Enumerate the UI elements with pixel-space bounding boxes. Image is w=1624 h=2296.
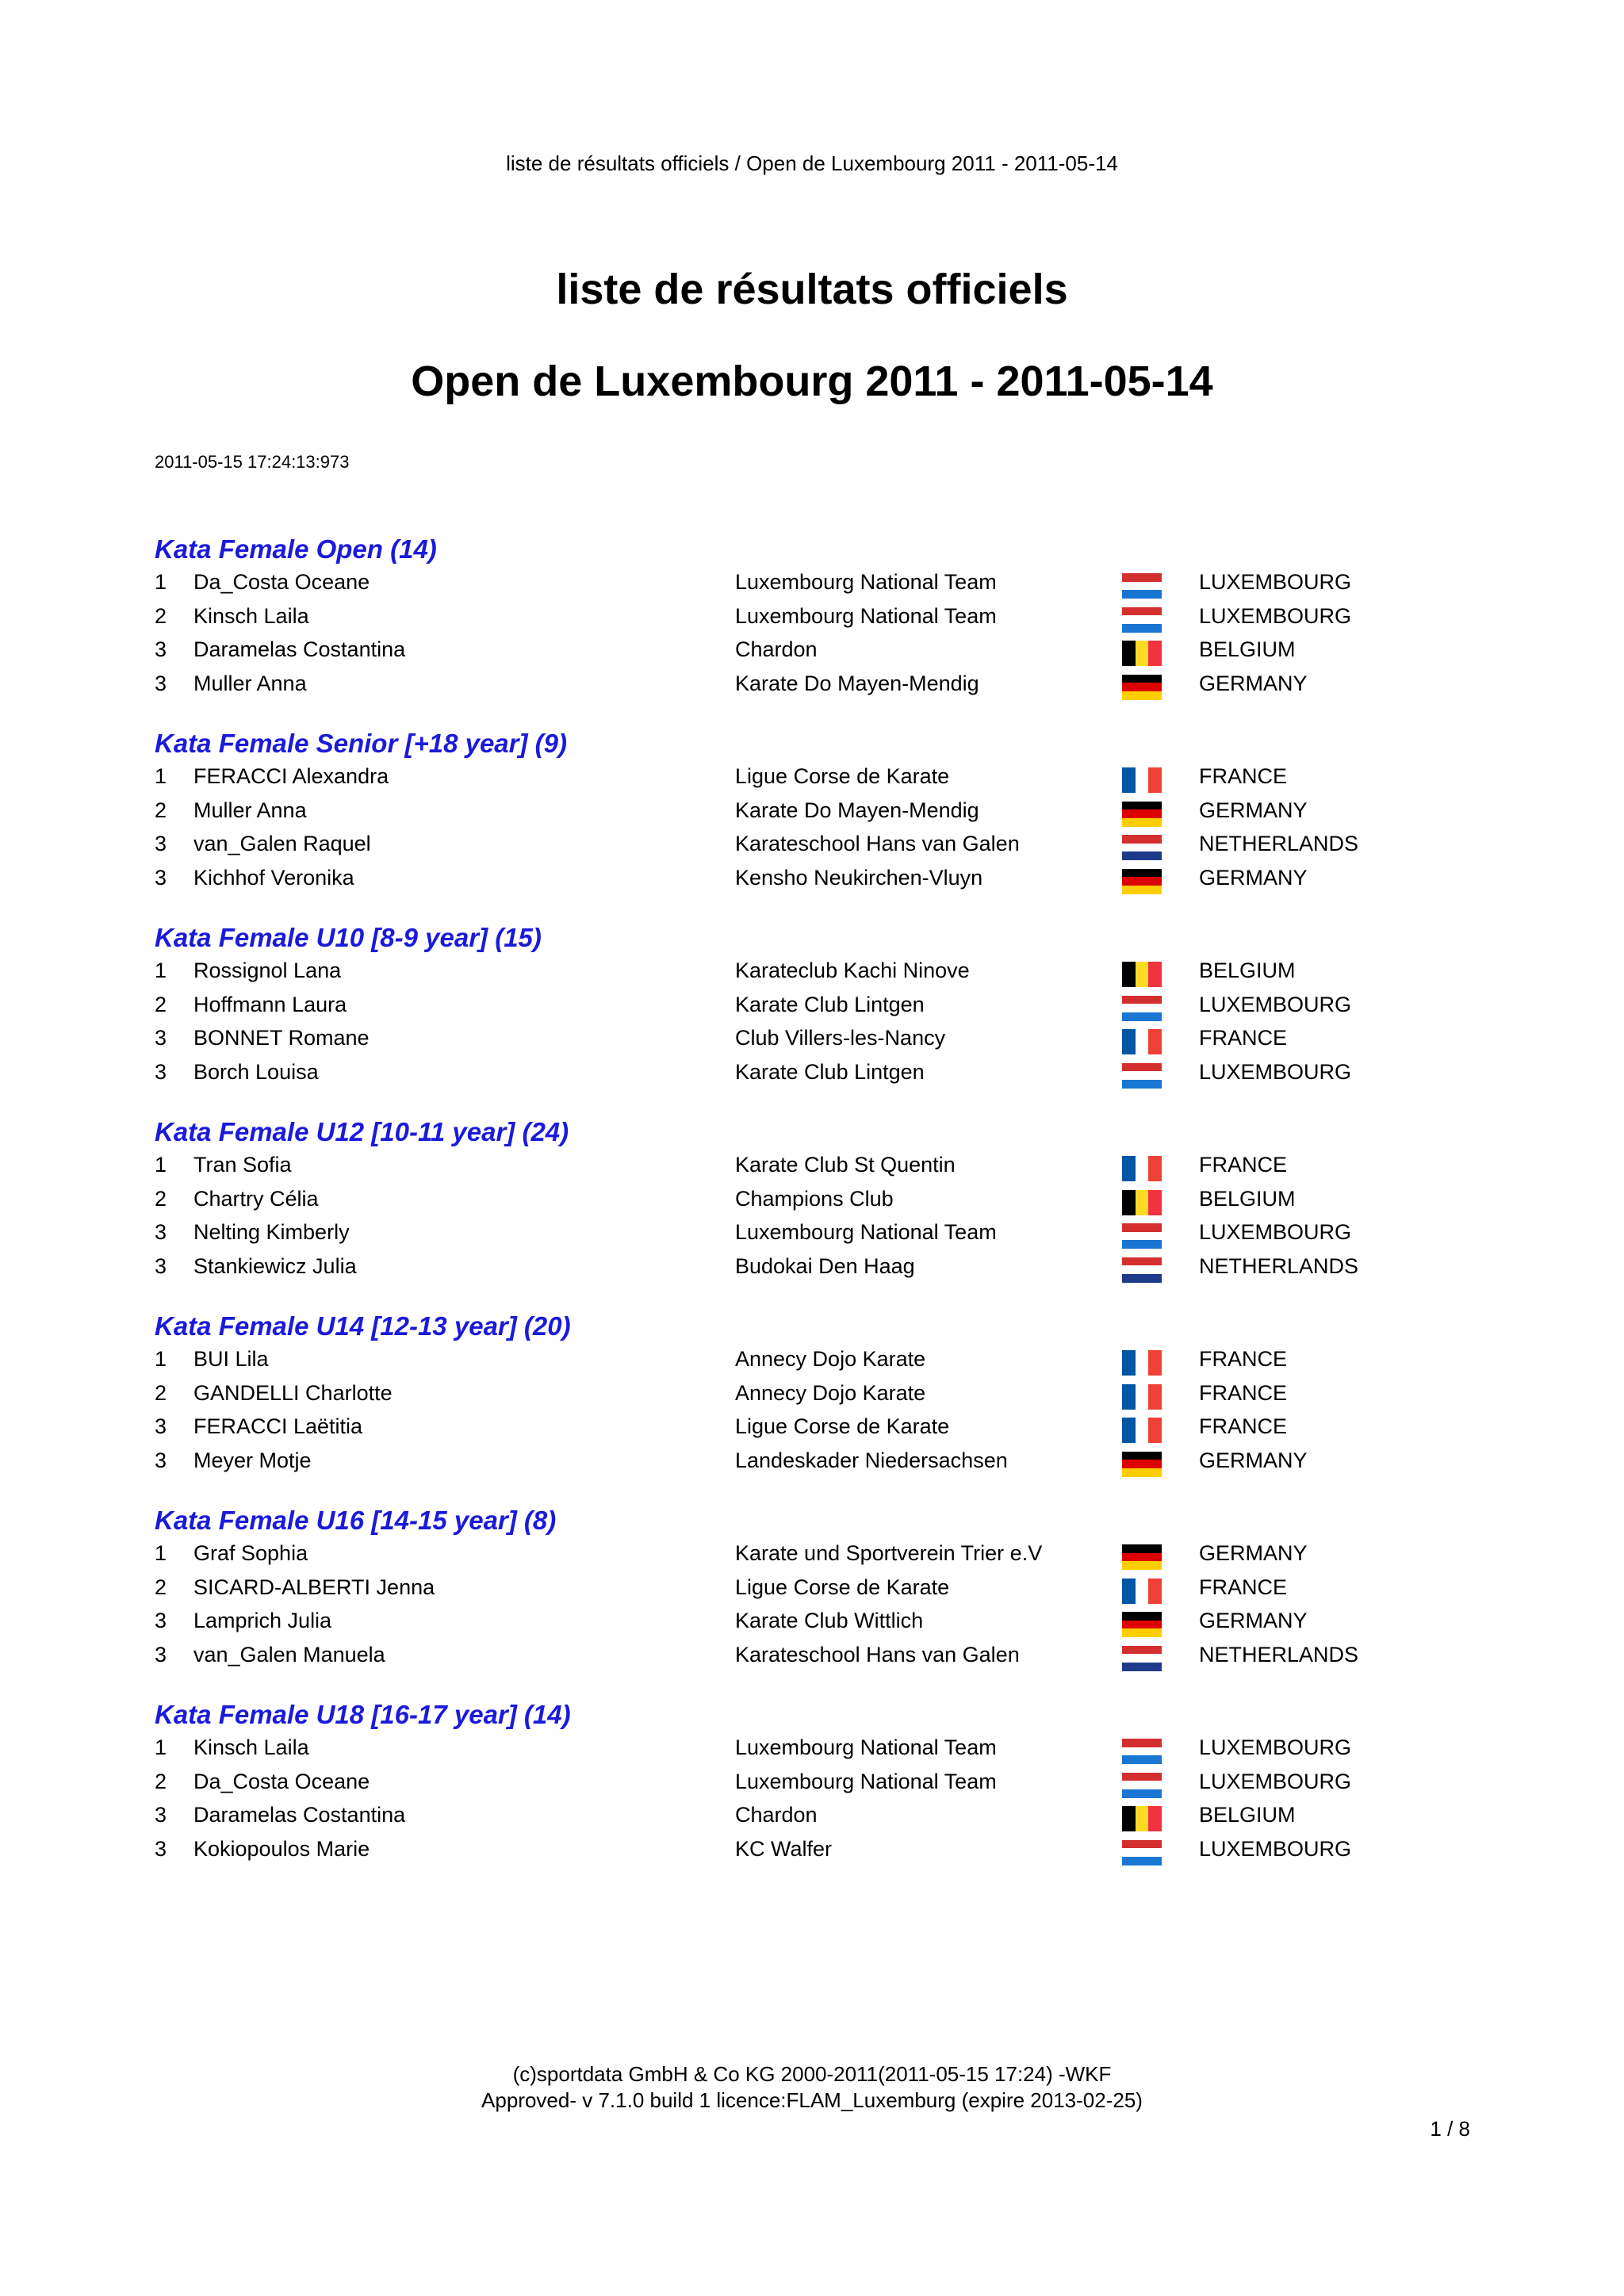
athlete-name: Rossignol Lana: [193, 959, 342, 982]
running-header: liste de résultats officiels / Open de Luxembourg 2011 - 2011-05-14: [506, 151, 1118, 175]
result-category: [155, 727, 1503, 921]
result-row: [155, 954, 1503, 988]
club-name: Karate Club St Quentin: [735, 1153, 956, 1177]
club-name: Landeskader Niedersachsen: [735, 1448, 1008, 1472]
luxembourg-flag-icon: [1122, 1840, 1162, 1866]
result-category: [155, 921, 1503, 1115]
athlete-name: Da_Costa Oceane: [193, 1769, 370, 1793]
result-row: [155, 861, 1503, 895]
athlete-name: Meyer Motje: [193, 1448, 312, 1472]
country-name: NETHERLANDS: [1199, 1253, 1359, 1278]
result-row: [155, 760, 1503, 794]
country-name: GERMANY: [1199, 671, 1308, 695]
athlete-name: Tran Sofia: [193, 1153, 292, 1177]
club-name: KC Walfer: [735, 1836, 833, 1861]
france-flag-icon: [1122, 1029, 1162, 1054]
france-flag-icon: [1122, 1578, 1162, 1604]
rank-cell: 3: [155, 1414, 167, 1438]
athlete-name: Daramelas Costantina: [193, 637, 406, 661]
netherlands-flag-icon: [1122, 1257, 1162, 1283]
result-row: [155, 667, 1503, 701]
rank-cell: 3: [155, 1803, 167, 1827]
page-number: 1 / 8: [1430, 2117, 1470, 2141]
rank-cell: 1: [155, 959, 167, 982]
luxembourg-flag-icon: [1122, 573, 1162, 599]
club-name: Karateclub Kachi Ninove: [735, 959, 970, 982]
athlete-name: Muller Anna: [193, 671, 307, 695]
luxembourg-flag-icon: [1122, 1773, 1162, 1798]
country-name: GERMANY: [1199, 865, 1308, 890]
category-title: Kata Female U14 [12-13 year] (20): [155, 1311, 571, 1341]
club-name: Luxembourg National Team: [735, 1735, 997, 1759]
result-row: [155, 599, 1503, 633]
document-title: liste de résultats officiels: [556, 266, 1068, 313]
athlete-name: Graf Sophia: [193, 1541, 308, 1565]
result-row: [155, 827, 1503, 861]
country-name: LUXEMBOURG: [1199, 992, 1352, 1016]
result-row: [155, 1731, 1503, 1765]
athlete-name: Borch Louisa: [193, 1059, 319, 1084]
club-name: Kensho Neukirchen-Vluyn: [735, 865, 983, 890]
country-name: BELGIUM: [1199, 959, 1296, 982]
rank-cell: 1: [155, 570, 167, 594]
result-row: [155, 1604, 1503, 1638]
rank-cell: 3: [155, 1253, 167, 1278]
rank-cell: 2: [155, 1186, 167, 1211]
rank-cell: 2: [155, 798, 167, 822]
rank-cell: 1: [155, 1735, 167, 1759]
country-name: BELGIUM: [1199, 1803, 1296, 1827]
country-name: NETHERLANDS: [1199, 832, 1359, 855]
result-row: [155, 1410, 1503, 1444]
country-name: GERMANY: [1199, 798, 1308, 822]
france-flag-icon: [1122, 1350, 1162, 1376]
result-row: [155, 1148, 1503, 1182]
rank-cell: 3: [155, 637, 167, 661]
country-name: LUXEMBOURG: [1199, 603, 1352, 628]
result-category: [155, 533, 1503, 727]
result-row: [155, 1342, 1503, 1376]
country-name: FRANCE: [1199, 1414, 1288, 1438]
athlete-name: van_Galen Manuela: [193, 1642, 385, 1667]
athlete-name: FERACCI Laëtitia: [193, 1414, 363, 1438]
result-row: [155, 565, 1503, 599]
club-name: Ligue Corse de Karate: [735, 764, 950, 788]
country-name: LUXEMBOURG: [1199, 1220, 1352, 1244]
country-name: FRANCE: [1199, 1347, 1288, 1371]
athlete-name: Hoffmann Laura: [193, 992, 347, 1016]
athlete-name: Kinsch Laila: [193, 603, 309, 628]
country-name: FRANCE: [1199, 1153, 1288, 1177]
result-category: [155, 1504, 1503, 1698]
club-name: Club Villers-les-Nancy: [735, 1026, 946, 1050]
rank-cell: 3: [155, 865, 167, 890]
germany-flag-icon: [1122, 1544, 1162, 1570]
luxembourg-flag-icon: [1122, 996, 1162, 1021]
rank-cell: 2: [155, 1575, 167, 1599]
athlete-name: Stankiewicz Julia: [193, 1253, 357, 1278]
rank-cell: 3: [155, 1220, 167, 1244]
results-list: [155, 533, 1503, 1892]
footer-copyright: (c)sportdata GmbH & Co KG 2000-2011(2011-05-15 17:24) -WKF: [512, 2062, 1112, 2086]
result-row: [155, 1249, 1503, 1284]
club-name: Karate Do Mayen-Mendig: [735, 798, 979, 822]
athlete-name: Kichhof Veronika: [193, 865, 354, 890]
country-name: FRANCE: [1199, 764, 1288, 788]
luxembourg-flag-icon: [1122, 1739, 1162, 1764]
country-name: LUXEMBOURG: [1199, 1735, 1352, 1759]
rank-cell: 3: [155, 1642, 167, 1667]
belgium-flag-icon: [1122, 962, 1162, 987]
result-category: [155, 1310, 1503, 1504]
country-name: FRANCE: [1199, 1380, 1288, 1405]
country-name: NETHERLANDS: [1199, 1642, 1359, 1667]
club-name: Annecy Dojo Karate: [735, 1347, 926, 1371]
luxembourg-flag-icon: [1122, 607, 1162, 633]
category-title: Kata Female U12 [10-11 year] (24): [155, 1117, 569, 1146]
club-name: Champions Club: [735, 1186, 894, 1211]
country-name: GERMANY: [1199, 1448, 1308, 1472]
luxembourg-flag-icon: [1122, 1063, 1162, 1089]
athlete-name: GANDELLI Charlotte: [193, 1380, 393, 1405]
athlete-name: Kinsch Laila: [193, 1735, 309, 1759]
club-name: Karateschool Hans van Galen: [735, 1642, 1020, 1667]
event-title: Open de Luxembourg 2011 - 2011-05-14: [411, 358, 1213, 405]
result-row: [155, 988, 1503, 1022]
rank-cell: 3: [155, 832, 167, 855]
country-name: BELGIUM: [1199, 637, 1296, 661]
belgium-flag-icon: [1122, 641, 1162, 666]
rank-cell: 2: [155, 992, 167, 1016]
club-name: Annecy Dojo Karate: [735, 1380, 926, 1405]
result-row: [155, 1536, 1503, 1571]
result-category: [155, 1115, 1503, 1310]
result-row: [155, 1021, 1503, 1055]
rank-cell: 2: [155, 1380, 167, 1405]
rank-cell: 3: [155, 1836, 167, 1861]
club-name: Luxembourg National Team: [735, 603, 997, 628]
result-row: [155, 1444, 1503, 1478]
france-flag-icon: [1122, 1384, 1162, 1410]
rank-cell: 1: [155, 1347, 167, 1371]
club-name: Budokai Den Haag: [735, 1253, 915, 1278]
athlete-name: BUI Lila: [193, 1347, 269, 1371]
result-row: [155, 1215, 1503, 1249]
club-name: Karateschool Hans van Galen: [735, 832, 1020, 855]
club-name: Ligue Corse de Karate: [735, 1575, 950, 1599]
result-row: [155, 1571, 1503, 1605]
category-title: Kata Female Open (14): [155, 534, 437, 564]
category-title: Kata Female Senior [+18 year] (9): [155, 729, 567, 758]
rank-cell: 3: [155, 671, 167, 695]
athlete-name: Lamprich Julia: [193, 1609, 332, 1632]
netherlands-flag-icon: [1122, 1646, 1162, 1671]
result-row: [155, 1765, 1503, 1799]
club-name: Luxembourg National Team: [735, 1220, 997, 1244]
footer: [0, 2061, 1624, 2114]
club-name: Chardon: [735, 637, 818, 661]
athlete-name: SICARD-ALBERTI Jenna: [193, 1575, 435, 1599]
athlete-name: van_Galen Raquel: [193, 832, 371, 855]
rank-cell: 2: [155, 1769, 167, 1793]
country-name: FRANCE: [1199, 1575, 1288, 1599]
athlete-name: Nelting Kimberly: [193, 1220, 350, 1244]
athlete-name: FERACCI Alexandra: [193, 764, 389, 788]
club-name: Karate Club Wittlich: [735, 1609, 924, 1632]
result-row: [155, 633, 1503, 667]
club-name: Karate Do Mayen-Mendig: [735, 671, 979, 695]
result-row: [155, 1055, 1503, 1089]
footer-licence: Approved- v 7.1.0 build 1 licence:FLAM_Luxemburg (expire 2013-02-25): [481, 2088, 1143, 2112]
belgium-flag-icon: [1122, 1190, 1162, 1215]
country-name: LUXEMBOURG: [1199, 1836, 1352, 1861]
athlete-name: Kokiopoulos Marie: [193, 1836, 370, 1861]
rank-cell: 1: [155, 764, 167, 788]
club-name: Luxembourg National Team: [735, 570, 997, 594]
category-title: Kata Female U10 [8-9 year] (15): [155, 923, 542, 952]
germany-flag-icon: [1122, 869, 1162, 894]
france-flag-icon: [1122, 1156, 1162, 1181]
belgium-flag-icon: [1122, 1806, 1162, 1831]
result-category: [155, 1698, 1503, 1892]
club-name: Ligue Corse de Karate: [735, 1414, 950, 1438]
club-name: Karate Club Lintgen: [735, 1059, 925, 1084]
germany-flag-icon: [1122, 675, 1162, 700]
rank-cell: 1: [155, 1153, 167, 1177]
result-row: [155, 1638, 1503, 1672]
rank-cell: 1: [155, 1541, 167, 1565]
country-name: LUXEMBOURG: [1199, 1059, 1352, 1084]
result-row: [155, 1832, 1503, 1866]
result-row: [155, 1376, 1503, 1410]
athlete-name: BONNET Romane: [193, 1026, 370, 1050]
category-title: Kata Female U18 [16-17 year] (14): [155, 1700, 571, 1729]
rank-cell: 3: [155, 1026, 167, 1050]
country-name: LUXEMBOURG: [1199, 570, 1352, 594]
category-title: Kata Female U16 [14-15 year] (8): [155, 1506, 557, 1535]
country-name: GERMANY: [1199, 1609, 1308, 1632]
athlete-name: Daramelas Costantina: [193, 1803, 406, 1827]
france-flag-icon: [1122, 1418, 1162, 1443]
club-name: Karate und Sportverein Trier e.V: [735, 1541, 1043, 1565]
france-flag-icon: [1122, 767, 1162, 793]
generated-timestamp: 2011-05-15 17:24:13:973: [155, 452, 350, 472]
club-name: Karate Club Lintgen: [735, 992, 925, 1016]
result-row: [155, 794, 1503, 828]
luxembourg-flag-icon: [1122, 1223, 1162, 1249]
rank-cell: 3: [155, 1448, 167, 1472]
rank-cell: 3: [155, 1609, 167, 1632]
club-name: Luxembourg National Team: [735, 1769, 997, 1793]
germany-flag-icon: [1122, 802, 1162, 827]
athlete-name: Muller Anna: [193, 798, 307, 822]
germany-flag-icon: [1122, 1452, 1162, 1477]
athlete-name: Chartry Célia: [193, 1186, 319, 1211]
rank-cell: 2: [155, 603, 167, 628]
result-row: [155, 1798, 1503, 1832]
rank-cell: 3: [155, 1059, 167, 1084]
country-name: FRANCE: [1199, 1026, 1288, 1050]
athlete-name: Da_Costa Oceane: [193, 570, 370, 594]
country-name: GERMANY: [1199, 1541, 1308, 1565]
germany-flag-icon: [1122, 1612, 1162, 1637]
country-name: BELGIUM: [1199, 1186, 1296, 1211]
club-name: Chardon: [735, 1803, 818, 1827]
netherlands-flag-icon: [1122, 835, 1162, 860]
country-name: LUXEMBOURG: [1199, 1769, 1352, 1793]
result-row: [155, 1182, 1503, 1216]
